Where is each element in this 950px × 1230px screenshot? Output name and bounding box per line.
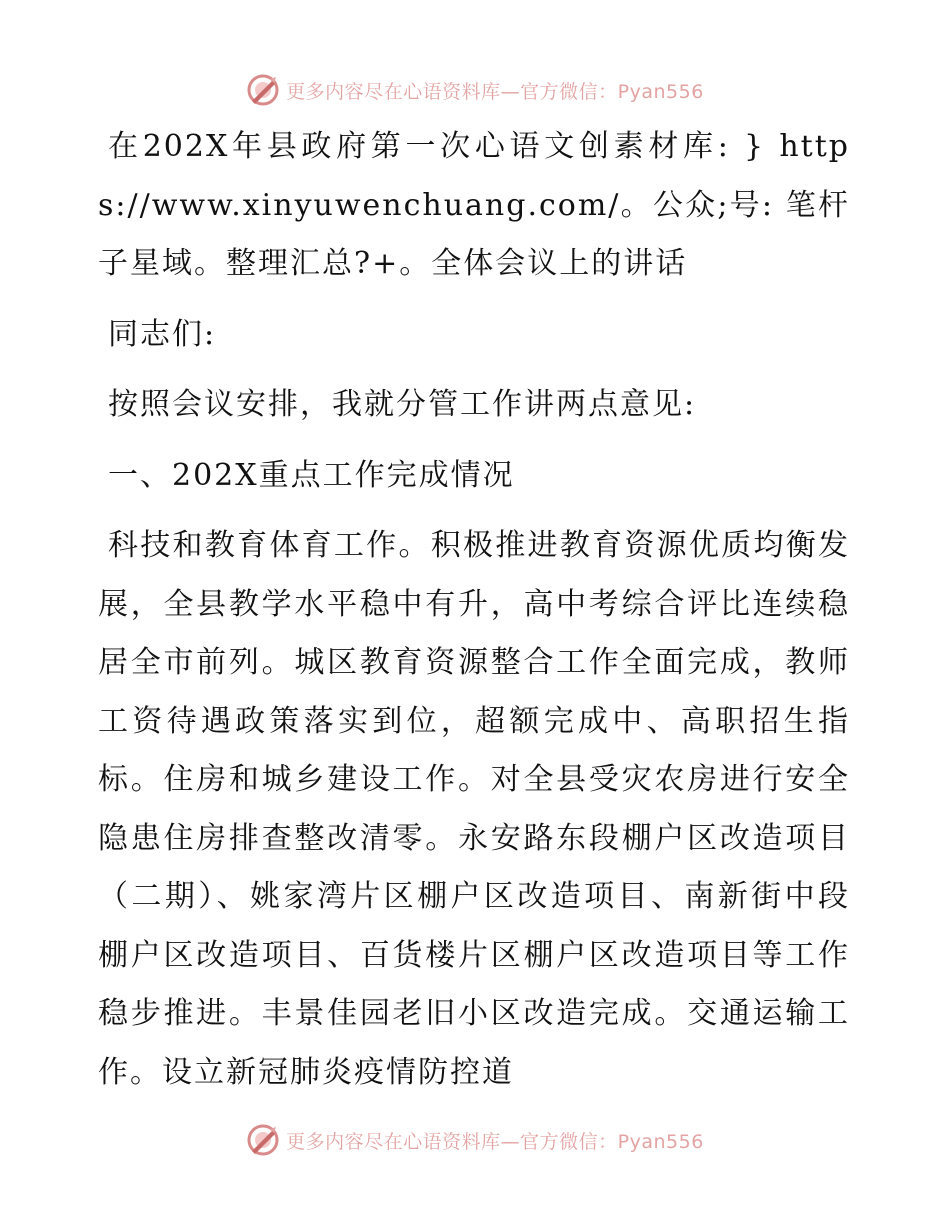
document-body bbox=[98, 118, 850, 1102]
watermark-header bbox=[0, 70, 950, 110]
quill-seal-icon bbox=[246, 1123, 280, 1157]
document-title: 在202X年县政府第一次心语文创素材库: } https://www.xinyuwenchuang.com/。公众;号: 笔杆子星域。整理汇总?+。全体会议上的讲话 bbox=[98, 129, 850, 281]
watermark-text: 更多内容尽在心语资料库—官方微信：Pyan556 bbox=[286, 1130, 704, 1153]
salutation: 同志们: bbox=[108, 316, 217, 352]
quill-seal-icon bbox=[246, 73, 280, 107]
watermark-footer bbox=[0, 1120, 950, 1160]
watermark-text: 更多内容尽在心语资料库—官方微信：Pyan556 bbox=[286, 80, 704, 103]
section-heading: 一、202X重点工作完成情况 bbox=[108, 457, 515, 493]
intro-paragraph: 按照会议安排，我就分管工作讲两点意见: bbox=[108, 387, 697, 422]
body-paragraph: 科技和教育体育工作。积极推进教育资源优质均衡发展，全县教学水平稳中有升，高中考综合评比连续稳居全市前列。城区教育资源整合工作全面完成，教师工资待遇政策落实到位，超额完成中、高职招生指标。住房和城乡建设工作。对全县受灾农房进行安全隐患住房排查整改清零。永安路东段棚户区改造项目（二期）、姚家湾片区棚户区改造项目、南新街中段棚户区改造项目、百货楼片区棚户区改造项目等工作稳步推进。丰景佳园老旧小区改造完成。交通运输工作。设立新冠肺炎疫情防控道 bbox=[98, 528, 850, 1090]
